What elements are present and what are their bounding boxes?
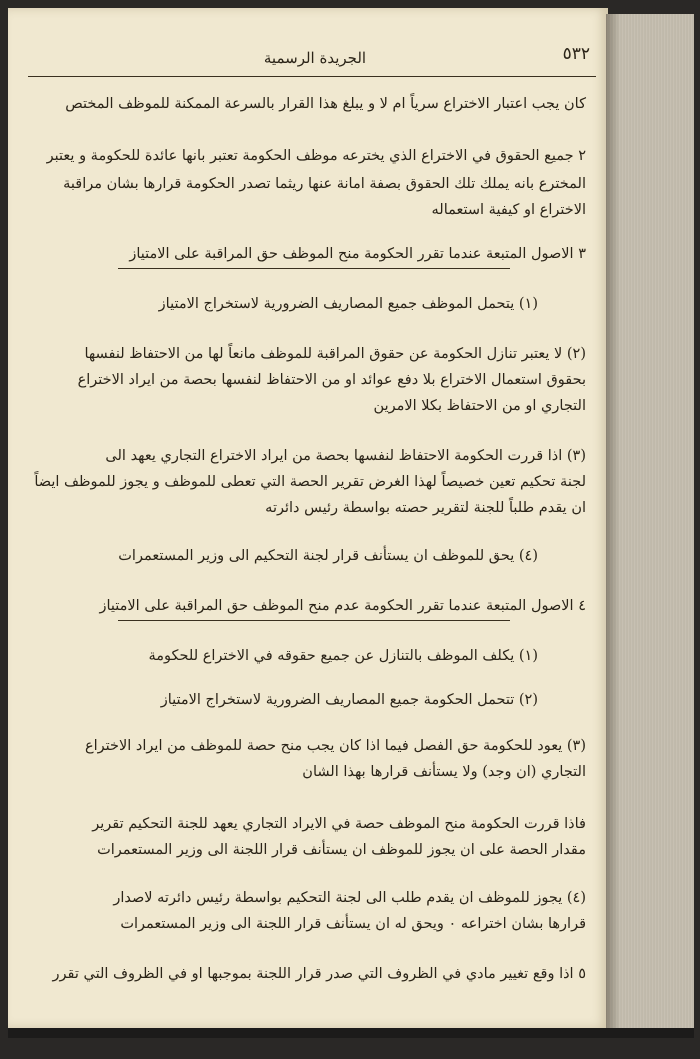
text-line: (١) يتحمل الموظف جميع المصاريف الضرورية لاستخراج الامتياز bbox=[158, 296, 538, 312]
text-line: (٢) تتحمل الحكومة جميع المصاريف الضرورية لاستخراج الامتياز bbox=[160, 692, 538, 708]
text-line: لجنة تحكيم تعين خصيصاً لهذا الغرض تقرير الحصة التي تعطى للموظف و يجوز للموظف ايضاً bbox=[34, 474, 586, 490]
text-line: كان يجب اعتبار الاختراع سرياً ام لا و يبلغ هذا القرار بالسرعة الممكنة للموظف المختص bbox=[65, 96, 586, 112]
text-line: مقدار الحصة على ان يجوز للموظف ان يستأنف قرار اللجنة الى وزير المستعمرات bbox=[97, 842, 586, 858]
text-line: (٣) يعود للحكومة حق الفصل فيما اذا كان يجب منح حصة للموظف من ايراد الاختراع bbox=[85, 738, 586, 754]
section-heading: ٤ الاصول المتبعة عندما تقرر الحكومة عدم منح الموظف حق المراقبة على الامتياز bbox=[99, 598, 586, 614]
text-line: (١) يكلف الموظف بالتنازل عن جميع حقوقه في الاختراع للحكومة bbox=[148, 648, 538, 664]
text-line: (٣) اذا قررت الحكومة الاحتفاظ لنفسها بحصة من ايراد الاختراع التجاري يعهد الى bbox=[105, 448, 586, 464]
bottom-shadow bbox=[8, 1028, 694, 1038]
heading-underline bbox=[118, 268, 510, 269]
text-line: (٤) يجوز للموظف ان يقدم طلب الى لجنة التحكيم بواسطة رئيس دائرته لاصدار bbox=[113, 890, 586, 906]
text-line: (٤) يحق للموظف ان يستأنف قرار لجنة التحكيم الى وزير المستعمرات bbox=[118, 548, 538, 564]
text-line: الاختراع او كيفية استعماله bbox=[431, 202, 586, 218]
text-line: المخترع بانه يملك تلك الحقوق بصفة امانة عنها ريثما تصدر الحكومة قرارها بشان مراقبة bbox=[63, 176, 586, 192]
text-line: فاذا قررت الحكومة منح الموظف حصة في الايراد التجاري يعهد للجنة التحكيم تقرير bbox=[92, 816, 586, 832]
header-rule bbox=[28, 76, 596, 77]
header-title: الجريدة الرسمية bbox=[263, 49, 367, 67]
page-edges-shadow bbox=[606, 14, 620, 1030]
text-line: ٢ جميع الحقوق في الاختراع الذي يخترعه موظف الحكومة تعتبر بانها عائدة للحكومة و يعتبر bbox=[46, 148, 586, 164]
text-line: ٥ اذا وقع تغيير مادي في الظروف التي صدر قرار اللجنة بموجبها او في الظروف التي تقرر bbox=[52, 966, 586, 982]
text-line: قرارها بشان اختراعه ٠ ويحق له ان يستأنف قرار اللجنة الى وزير المستعمرات bbox=[120, 916, 586, 932]
text-line: ان يقدم طلباً للجنة لتقرير حصته بواسطة رئيس دائرته bbox=[265, 500, 586, 516]
section-heading: ٣ الاصول المتبعة عندما تقرر الحكومة منح الموظف حق المراقبة على الامتياز bbox=[129, 246, 586, 262]
page-number: ٥٣٢ bbox=[562, 44, 590, 64]
text-line: التجاري او من الاحتفاظ بكلا الامرين bbox=[373, 398, 586, 414]
text-line: التجاري (ان وجد) ولا يستأنف قرارها بهذا الشان bbox=[302, 764, 586, 780]
heading-underline bbox=[118, 620, 510, 621]
text-line: بحقوق استعمال الاختراع بلا دفع عوائد او من الاحتفاظ لنفسها بحصة من ايراد الاختراع bbox=[77, 372, 586, 388]
text-line: (٢) لا يعتبر تنازل الحكومة عن حقوق المراقبة للموظف مانعاً لها من الاحتفاظ لنفسها bbox=[84, 346, 586, 362]
